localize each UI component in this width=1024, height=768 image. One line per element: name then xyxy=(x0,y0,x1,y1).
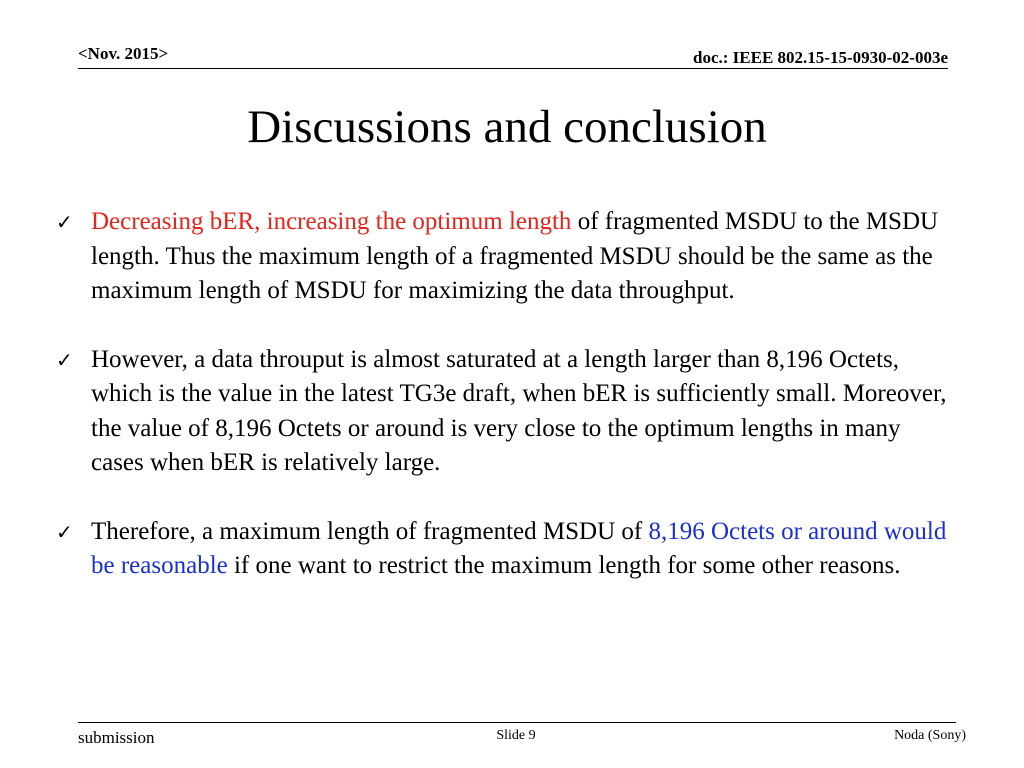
bullet-1-text: of fragmented MSDU to the MSDU length. Thus the maximum length of a fragmented MSDU should be the same as the maximum length of MSDU for maximizing the data throughput. xyxy=(91,208,939,304)
bullet-list xyxy=(48,205,958,618)
footer-submission: submission xyxy=(78,728,155,747)
header-date: <Nov. 2015> xyxy=(78,44,169,63)
footer-slide-number: Slide 9 xyxy=(496,728,536,743)
check-mark-icon: ✓ xyxy=(56,347,73,372)
check-mark-icon: ✓ xyxy=(56,519,73,544)
bullet-2-text: However, a data throuput is almost saturated at a length larger than 8,196 Octets, which is the value in the latest TG3e draft, when bER is sufficiently small. Moreover, the value of 8,196 Octets or around is very close to the optimum lengths in many cases when bER is relatively large. xyxy=(91,345,947,476)
bullet-item-2 xyxy=(48,343,958,481)
bullet-1-highlight: Decreasing bER, increasing the optimum length xyxy=(91,208,572,235)
header-doc-id: doc.: IEEE 802.15-15-0930-02-003e xyxy=(693,48,948,67)
footer-divider xyxy=(78,722,956,723)
footer-author: Noda (Sony) xyxy=(894,728,966,743)
bullet-3-highlight: 8,196 Octets or around would be reasonable xyxy=(91,517,947,579)
bullet-item-3 xyxy=(48,515,958,584)
bullet-item-1 xyxy=(48,205,958,309)
header-divider xyxy=(78,68,948,69)
bullet-3-text-after: if one want to restrict the maximum length for some other reasons. xyxy=(227,552,901,579)
slide-title: Discussions and conclusion xyxy=(247,101,767,153)
bullet-3-text-before: Therefore, a maximum length of fragmented MSDU of xyxy=(91,517,649,545)
check-mark-icon: ✓ xyxy=(56,210,73,234)
